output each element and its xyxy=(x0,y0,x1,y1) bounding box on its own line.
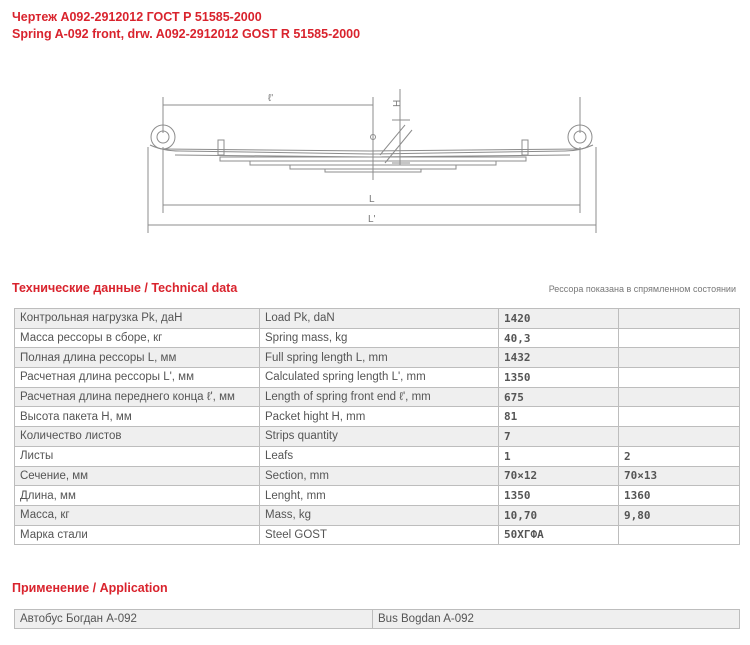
table-row xyxy=(15,407,740,427)
cell-en: Packet hight H, mm xyxy=(260,407,499,427)
application-heading: Применение / Application xyxy=(12,581,168,595)
cell-value-2: 70×13 xyxy=(619,466,740,486)
cell-value-1: 50ХГФА xyxy=(499,525,619,545)
cell-ru: Листы xyxy=(15,446,260,466)
cell-value-1: 1350 xyxy=(499,368,619,388)
cell-en: Section, mm xyxy=(260,466,499,486)
cell-value-1: 1 xyxy=(499,446,619,466)
cell-ru: Марка стали xyxy=(15,525,260,545)
table-row xyxy=(15,387,740,407)
cell-value-2 xyxy=(619,407,740,427)
cell-value-1: 70×12 xyxy=(499,466,619,486)
cell-value-1: 675 xyxy=(499,387,619,407)
cell-value-2 xyxy=(619,328,740,348)
cell-ru: Сечение, мм xyxy=(15,466,260,486)
table-row xyxy=(15,368,740,388)
dim-label-h: H xyxy=(392,99,403,107)
cell-ru: Полная длина рессоры L, мм xyxy=(15,348,260,368)
table-row xyxy=(15,486,740,506)
cell-value-1: 1420 xyxy=(499,309,619,329)
drawing-title-ru: Чертеж А092-2912012 ГОСТ Р 51585-2000 xyxy=(12,10,262,24)
table-row xyxy=(15,348,740,368)
cell-value-2 xyxy=(619,427,740,447)
table-row xyxy=(15,505,740,525)
cell-en: Mass, kg xyxy=(260,505,499,525)
cell-value-2 xyxy=(619,525,740,545)
cell-ru: Высота пакета H, мм xyxy=(15,407,260,427)
cell-value-1: 7 xyxy=(499,427,619,447)
table-row xyxy=(15,328,740,348)
table-row xyxy=(15,309,740,329)
cell-value-1: 1350 xyxy=(499,486,619,506)
cell-value-2 xyxy=(619,348,740,368)
cell-en: Length of spring front end ℓ', mm xyxy=(260,387,499,407)
drawing-title-en: Spring A-092 front, drw. A092-2912012 GOST R 51585-2000 xyxy=(12,27,361,41)
table-row xyxy=(15,446,740,466)
cell-value-2: 2 xyxy=(619,446,740,466)
dim-label-l-calc: L' xyxy=(368,214,376,225)
application-ru: Автобус Богдан А-092 xyxy=(15,610,373,629)
cell-value-1: 1432 xyxy=(499,348,619,368)
cell-ru: Расчетная длина рессоры L', мм xyxy=(15,368,260,388)
cell-en: Spring mass, kg xyxy=(260,328,499,348)
cell-en: Strips quantity xyxy=(260,427,499,447)
cell-ru: Масса рессоры в сборе, кг xyxy=(15,328,260,348)
cell-en: Calculated spring length L', mm xyxy=(260,368,499,388)
spring-drawing xyxy=(130,85,610,235)
cell-en: Full spring length L, mm xyxy=(260,348,499,368)
cell-en: Leafs xyxy=(260,446,499,466)
cell-value-1: 40,3 xyxy=(499,328,619,348)
tech-data-heading: Технические данные / Technical data xyxy=(12,281,238,295)
cell-en: Load Pk, daN xyxy=(260,309,499,329)
cell-en: Lenght, mm xyxy=(260,486,499,506)
application-row xyxy=(15,610,740,629)
cell-value-1: 81 xyxy=(499,407,619,427)
straightened-note: Рессора показана в спрямленном состоянии xyxy=(548,284,736,294)
table-row xyxy=(15,466,740,486)
cell-value-2 xyxy=(619,309,740,329)
tech-data-body xyxy=(15,309,740,545)
cell-value-2 xyxy=(619,368,740,388)
cell-ru: Масса, кг xyxy=(15,505,260,525)
application-en: Bus Bogdan A-092 xyxy=(373,610,740,629)
cell-en: Steel GOST xyxy=(260,525,499,545)
cell-value-1: 10,70 xyxy=(499,505,619,525)
dim-label-l: L xyxy=(369,194,375,205)
table-row xyxy=(15,525,740,545)
tech-data-table xyxy=(14,308,740,545)
cell-value-2 xyxy=(619,387,740,407)
cell-value-2: 1360 xyxy=(619,486,740,506)
cell-ru: Длина, мм xyxy=(15,486,260,506)
cell-ru: Количество листов xyxy=(15,427,260,447)
application-table xyxy=(14,609,740,629)
dim-label-front-end: ℓ' xyxy=(268,93,274,104)
cell-ru: Расчетная длина переднего конца ℓ', мм xyxy=(15,387,260,407)
cell-value-2: 9,80 xyxy=(619,505,740,525)
table-row xyxy=(15,427,740,447)
cell-ru: Контрольная нагрузка Pk, даН xyxy=(15,309,260,329)
